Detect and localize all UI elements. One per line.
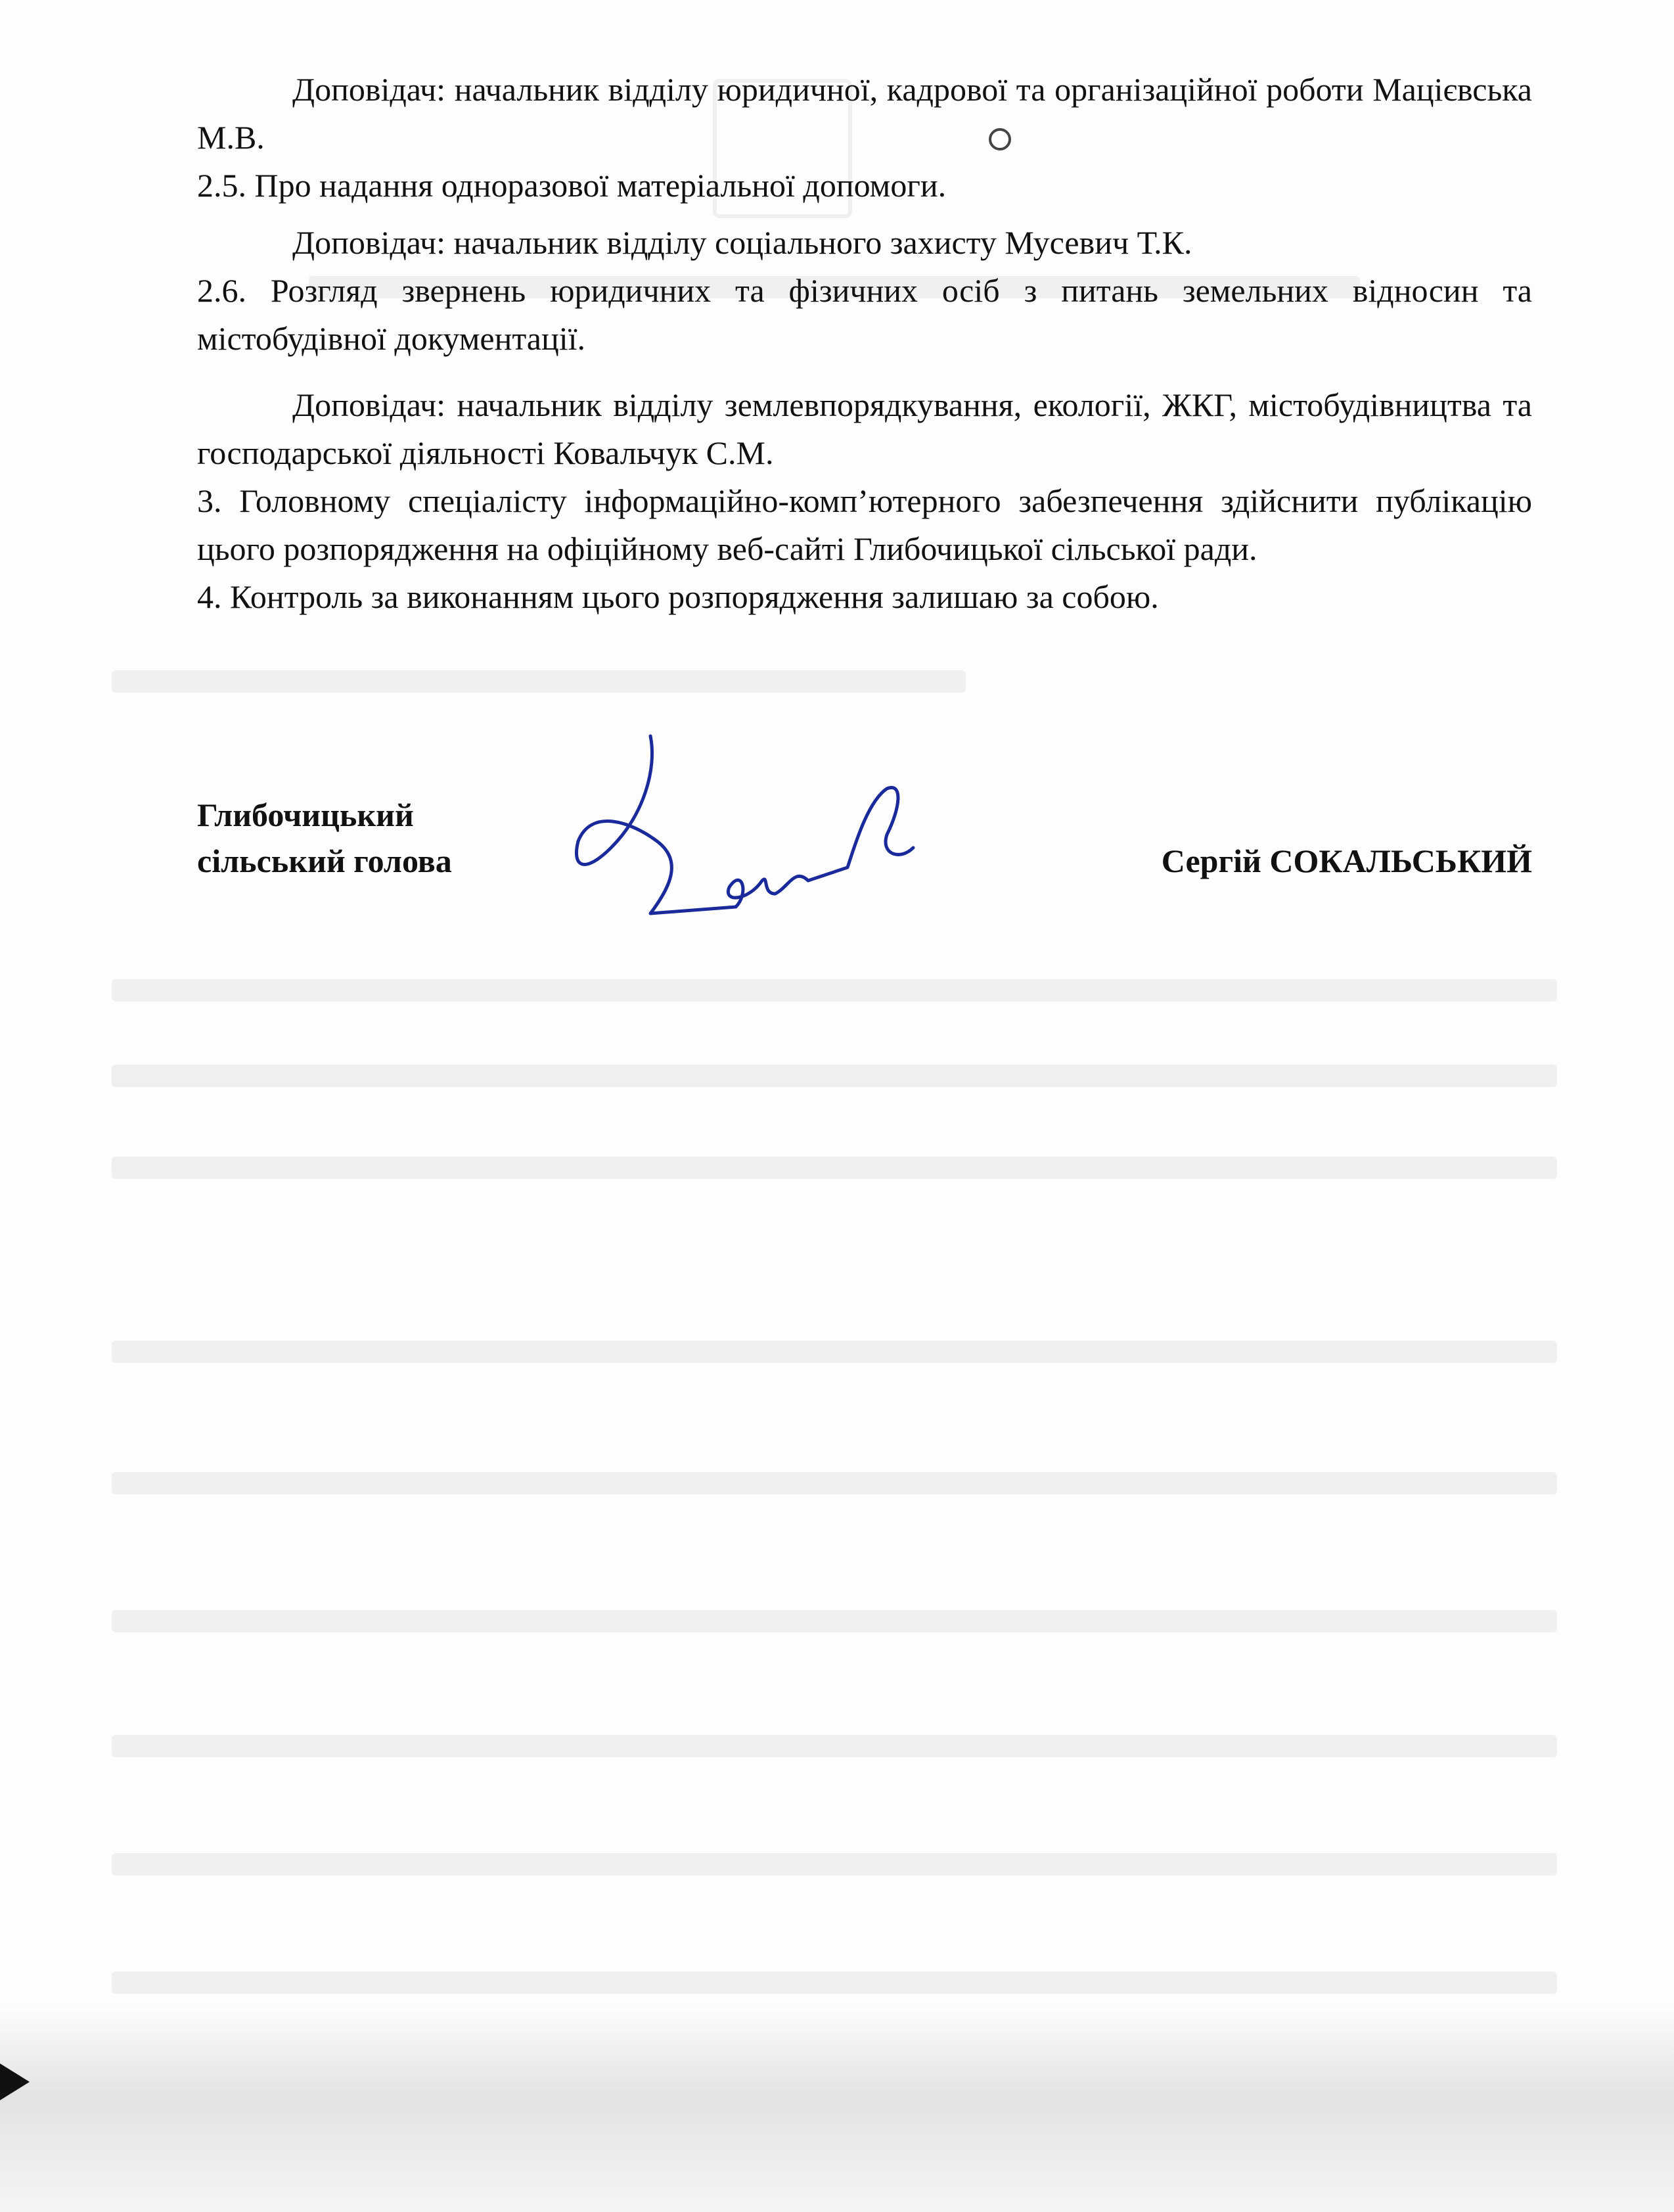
signatory-title-line-2: сільський голова [197,842,452,879]
item-2-5: 2.5. Про надання одноразової матеріальної допомоги. [197,167,947,204]
signature-block [197,792,1532,923]
signatory-title [197,792,723,884]
document-body [197,66,1532,621]
scan-marker-icon [0,2063,30,2100]
signatory-name: Сергій СОКАЛЬСЬКИЙ [1161,842,1532,879]
signatory-title-line-1: Глибочицький [197,796,414,833]
speaker-line-land: Доповідач: начальник відділу землевпорядкування, екології, ЖКГ, містобудівництва та господарської діяльності Ковальчук С.М. [197,386,1532,471]
speaker-line-legal: Доповідач: начальник відділу юридичної, кадрової та організаційної роботи Мацієвська М.В. [197,71,1532,156]
item-2-6: 2.6. Розгляд звернень юридичних та фізичних осіб з питань земельних відносин та містобудівної документації. [197,272,1532,357]
scan-shadow [0,2004,1674,2212]
speaker-line-social: Доповідач: начальник відділу соціального захисту Мусевич Т.К. [292,224,1192,261]
item-3: 3. Головному спеціалісту інформаційно-комп’ютерного забезпечення здійснити публікацію цього розпорядження на офіційному веб-сайті Глибочицької сільської ради. [197,482,1532,567]
item-4: 4. Контроль за виконанням цього розпорядження залишаю за собою. [197,578,1159,615]
